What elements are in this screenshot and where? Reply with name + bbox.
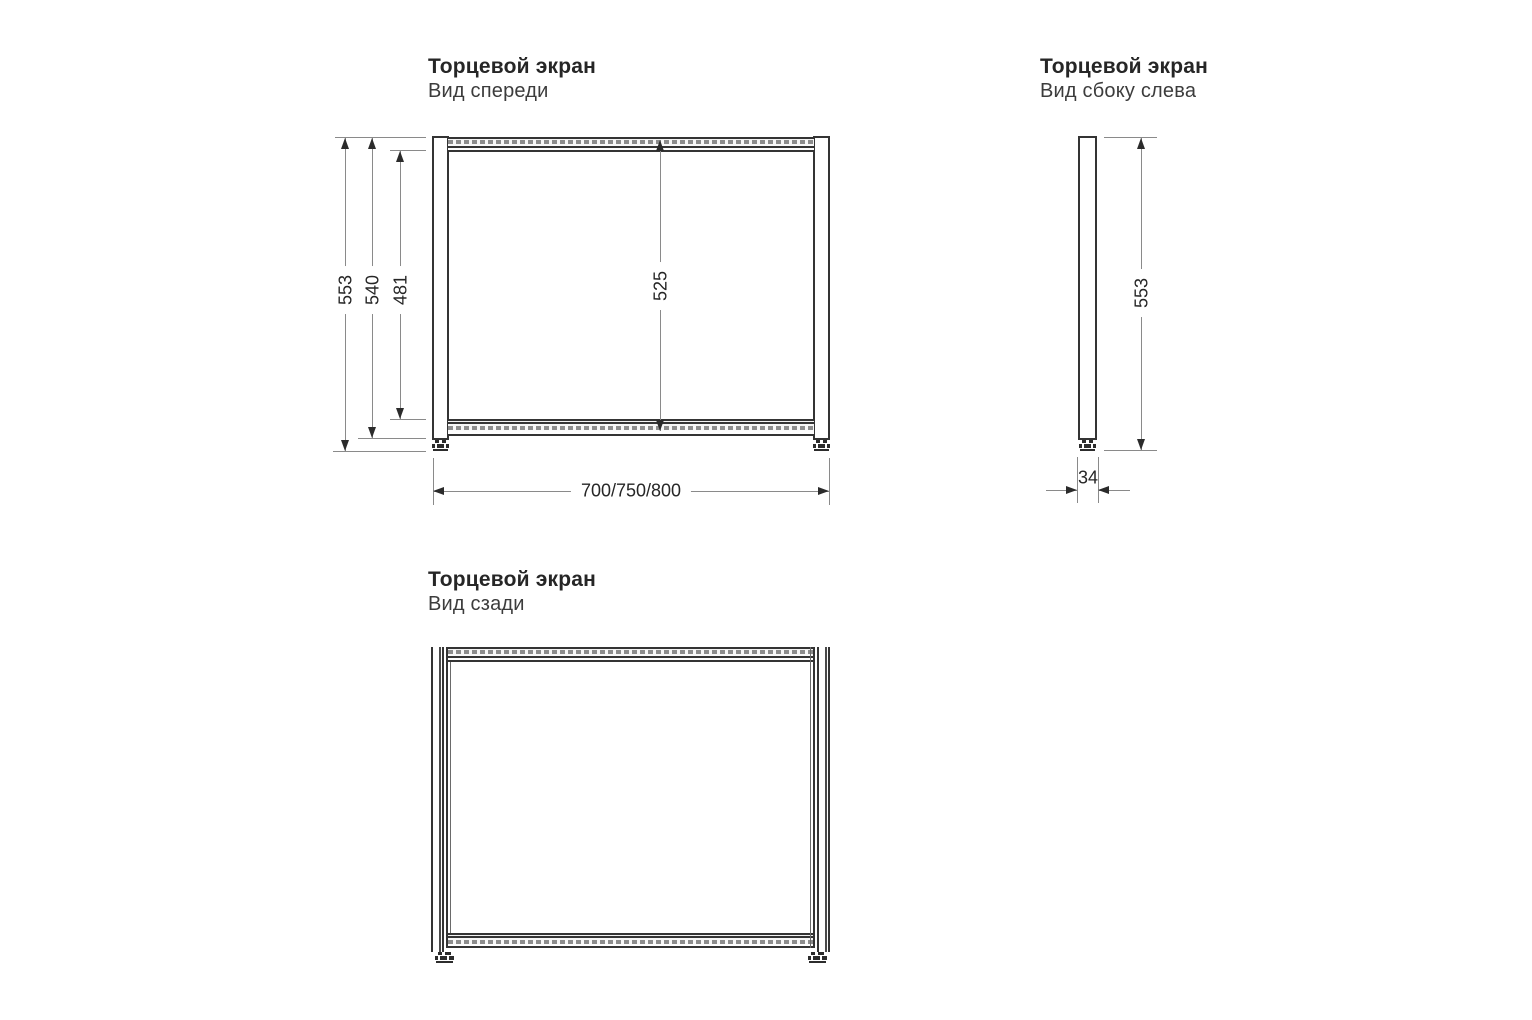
arrowhead (818, 487, 829, 495)
extension-line (390, 419, 426, 420)
front-right-leg (813, 136, 830, 440)
arrowhead (656, 140, 664, 151)
arrowhead (368, 427, 376, 438)
dim-label-clear-opening: 481 (389, 266, 414, 314)
arrowhead (368, 138, 376, 149)
arrowhead (341, 440, 349, 451)
extension-line (333, 451, 426, 452)
rail-dashed-strip (448, 426, 814, 430)
rail-dashed-strip (448, 650, 813, 654)
rear-right-foot (808, 952, 827, 963)
rear-bottom-rail (448, 933, 813, 948)
rear-top-rail (448, 647, 813, 662)
arrowhead (1137, 439, 1145, 450)
arrowhead (1066, 486, 1077, 494)
extension-line (1104, 450, 1157, 451)
front-left-leg (432, 136, 449, 440)
rear-left-leg-edge (431, 647, 444, 952)
extension-line (1104, 137, 1157, 138)
side-leg-profile (1078, 136, 1097, 440)
rear-left-foot (435, 952, 454, 963)
extension-line (1098, 457, 1099, 503)
front-top-rail (448, 137, 814, 152)
side-foot (1079, 440, 1096, 451)
dim-label-width-options: 700/750/800 (571, 481, 691, 502)
arrowhead (1137, 138, 1145, 149)
arrowhead (341, 138, 349, 149)
rear-panel (446, 647, 815, 948)
dim-label-panel-height: 525 (649, 262, 674, 310)
dim-label-total-height: 553 (334, 266, 359, 314)
arrowhead (656, 420, 664, 431)
rail-inner-line (448, 146, 814, 148)
front-bottom-rail (448, 419, 814, 436)
front-view-drawing (432, 136, 830, 466)
front-view-titleblock (428, 55, 596, 103)
arrowhead (1098, 486, 1109, 494)
front-left-foot (432, 440, 449, 451)
side-view-title: Торцевой экран (1040, 55, 1209, 78)
extension-line (829, 458, 830, 505)
dim-label-depth: 34 (1077, 467, 1099, 488)
rear-right-leg-edge (817, 647, 830, 952)
arrowhead (396, 408, 404, 419)
front-view-title: Торцевой экран (428, 55, 597, 78)
arrowhead (396, 151, 404, 162)
side-view-titleblock (1040, 55, 1208, 103)
front-view-subtitle: Вид спереди (428, 80, 549, 102)
dim-label-leg-height: 540 (361, 266, 386, 314)
front-right-foot (813, 440, 830, 451)
extension-line (358, 438, 426, 439)
rear-view-drawing (431, 647, 830, 965)
rear-view-subtitle: Вид сзади (428, 593, 525, 615)
rail-inner-line (448, 422, 814, 424)
rail-dashed-strip (448, 140, 814, 144)
dim-label-side-height: 553 (1130, 269, 1155, 317)
rail-inner-line (448, 656, 813, 658)
arrowhead (433, 487, 444, 495)
rail-dashed-strip (448, 940, 813, 944)
rear-view-titleblock (428, 568, 596, 616)
extension-line (433, 458, 434, 505)
rail-inner-line (448, 936, 813, 938)
rear-view-title: Торцевой экран (428, 568, 597, 591)
side-view-subtitle: Вид сбоку слева (1040, 80, 1197, 102)
